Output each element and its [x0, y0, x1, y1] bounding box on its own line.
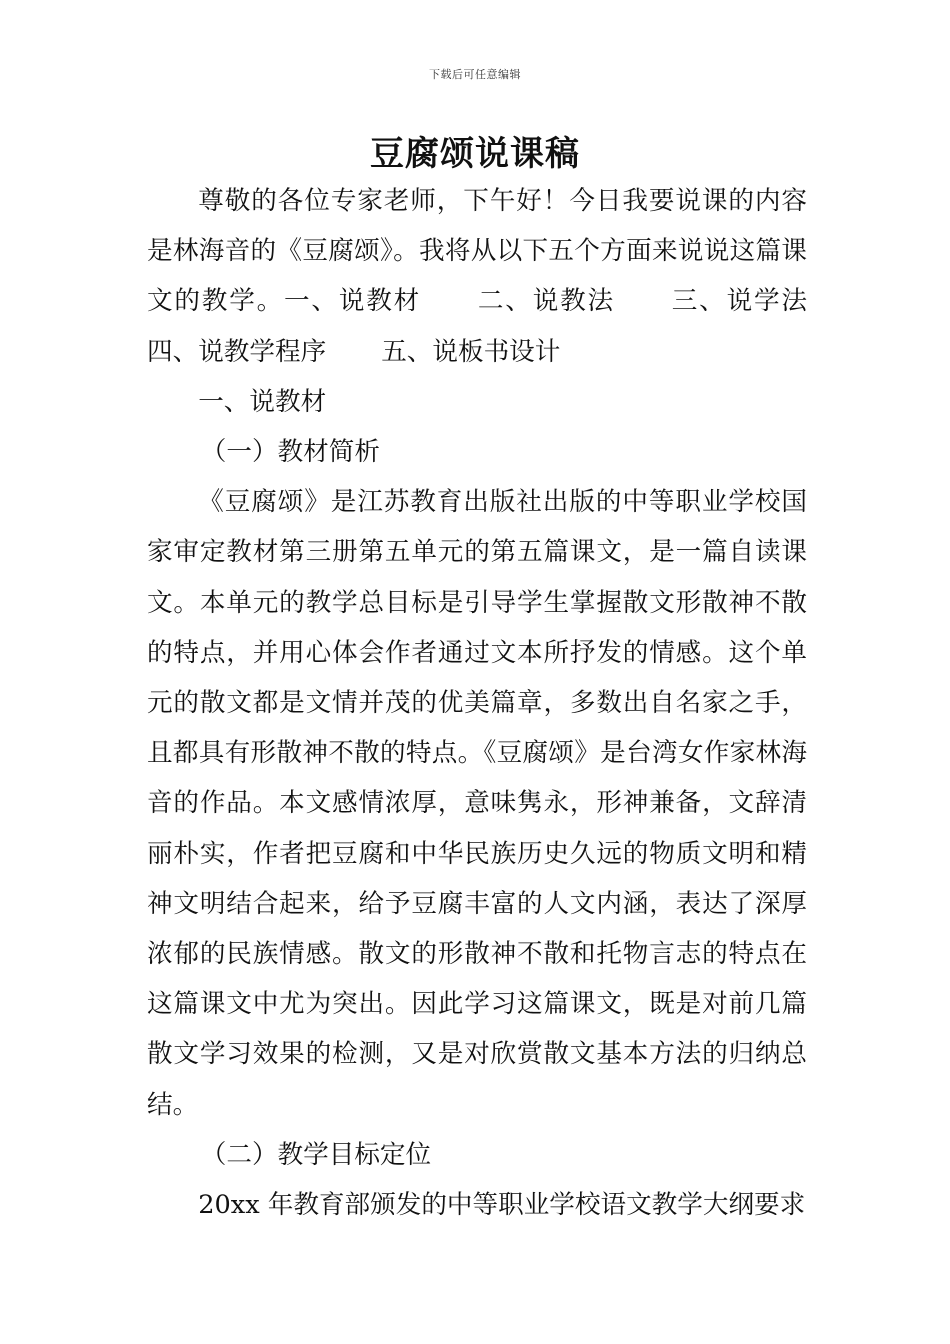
outline-item-2: 二、说教法 — [476, 286, 615, 317]
intro-text: 尊敬的各位专家老师，下午好！今日我要说课的内容是林海音的《豆腐颂》。我将从以下五个方面来说说这篇课文的教学。 — [147, 186, 807, 317]
outline-item-3: 三、说学法 — [669, 286, 807, 317]
document-title: 豆腐颂说课稿 — [370, 134, 580, 174]
page-header-note: 下载后可任意编辑 — [429, 68, 521, 81]
subsection-body-1-1: 《豆腐颂》是江苏教育出版社出版的中等职业学校国家审定教材第三册第五单元的第五篇课文，是一篇自读课文。本单元的教学总目标是引导学生掌握散文形散神不散的特点，并用心体会作者通过文本所抒发的情感。这个单元的散文都是文情并茂的优美篇章，多数出自名家之手，且都具有形散神不散的特点。《豆腐颂》是台湾女作家林海音的作品。本文感情浓厚，意味隽永，形神兼备，文辞清丽朴实，作者把豆腐和中华民族历史久远的物质文明和精神文明结合起来，给予豆腐丰富的人文内涵，表达了深厚浓郁的民族情感。散文的形散神不散和托物言志的特点在这篇课文中尤为突出。因此学习这篇课文，既是对前几篇散文学习效果的检测，又是对欣赏散文基本方法的归纳总结。 — [147, 487, 807, 1120]
intro-paragraph — [147, 176, 807, 377]
section-heading-1: 一、说教材 — [198, 386, 327, 417]
subsection-heading-1-2: （二）教学目标定位 — [200, 1139, 432, 1170]
subsection-heading-1-1: （一）教材简析 — [200, 437, 380, 468]
outline-item-4: 四、说教学程序 — [147, 336, 327, 367]
outline-item-1: 一、说教材 — [284, 286, 422, 317]
document-body — [147, 176, 807, 1230]
outline-item-5: 五、说板书设计 — [381, 336, 561, 367]
subsection-body-1-2: 20xx 年教育部颁发的中等职业学校语文教学大纲要求 — [198, 1190, 806, 1221]
